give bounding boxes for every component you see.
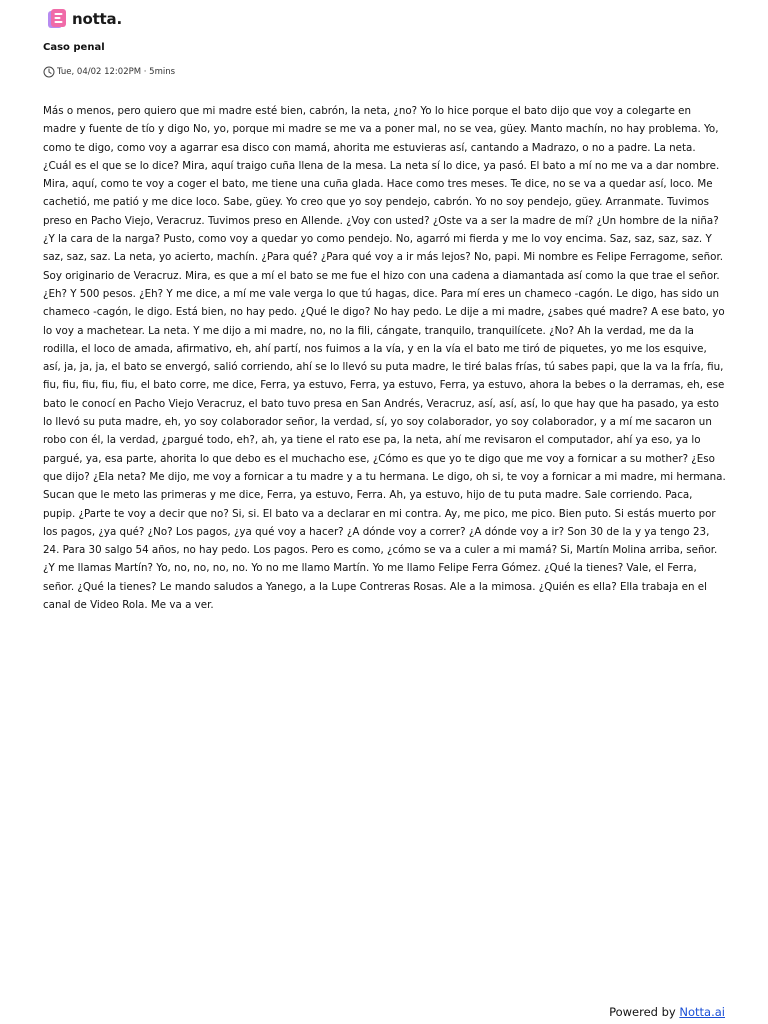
notta-wordmark: notta. xyxy=(72,10,122,28)
notta-logo-icon xyxy=(46,8,68,30)
footer-powered-by xyxy=(609,1004,725,1020)
transcript-text: Más o menos, pero quiero que mi madre esté bien, cabrón, la neta, ¿no? Yo lo hice porque el bato dijo que voy a colegarte en madre y fuente de tío y digo No, yo, porque mi madre se me va a poner mal, no se vea, güey. Manto machín, no hay problema. Yo, como te digo, como voy a agarrar esa disco con mamá, ahorita me estuvieras así, cantando a Madrazo, o no a padre. La neta. ¿Cuál es el que se lo dice? Mira, aquí traigo cuña llena de la mesa. La neta sí lo dice, ya pasó. El bato a mí no me va a dar nombre. Mira, aquí, como te voy a coger el bato, me tiene una cuña glada. Hace como tres meses. Te dice, no se va a quedar así, loco. Me cachetió, me patió y me dice loco. Sabe, güey. Yo creo que yo soy pendejo, cabrón. Yo no soy pendejo, güey. Arranmate. Tuvimos preso en Pacho Viejo, Veracruz. Tuvimos preso en Allende. ¿Voy con usted? ¿Oste va a ser la madre de mí? ¿Un hombre de la niña? ¿Y la cara de la narga? Pusto, como voy a quedar yo como pendejo. No, agarró mi fierda y me lo voy encima. Saz, saz, saz, saz. Y saz, saz, saz. La neta, yo acierto, machín. ¿Para qué? ¿Para qué voy a ir más lejos? No, papi. Mi nombre es Felipe Ferragome, señor. Soy originario de Veracruz. Mira, es que a mí el bato se me fue el hizo con una cadena a diamantada así como la que trae el señor. ¿Eh? Y 500 pesos. ¿Eh? Y me dice, a mí me vale verga lo que tú hagas, dice. Para mí eres un chameco -cagón. Le digo, has sido un chameco -cagón, le digo. Está bien, no hay pedo. ¿Qué le digo? No hay pedo. Le dije a mi madre, ¿sabes qué madre? A ese bato, yo lo voy a machetear. La neta. Y me dijo a mi madre, no, no la fili, cángate, tranquilo, tranquilícete. ¿No? Ah la verdad, me da la rodilla, el loco de amada, afirmativo, eh, ahí partí, nos fuimos a la vía, y en la vía el bato me tiró de piquetes, yo me los esquive, así, ja, ja, ja, el bato se envergó, salió corriendo, ahí se lo llevó su puta madre, le tiré balas frías, tú sabes papi, que la va la fría, fiu, fiu, fiu, fiu, fiu, fiu, el bato corre, me dice, Ferra, ya estuvo, Ferra, ya estuvo, Ferra, ya estuvo, ahora la bebes o la derramas, eh, ese bato le conocí en Pacho Viejo Veracruz, el bato tuvo presa en San Andrés, Veracruz, así, así, así, lo que hay que ha pasado, ya esto lo llevó su puta madre, eh, yo soy colaborador señor, la verdad, sí, yo soy colaborador, yo soy colaborador, y a mí me sacaron un robo con él, la verdad, ¿pargué todo, eh?, ah, ya tiene el rato ese pa, la neta, ahí me revisaron el computador, ahí ya eso, ya lo pargué, ya, esa parte, ahorita lo que debo es el muchacho ese, ¿Cómo es que yo te digo que me voy a fornicar a su mother? ¿Eso que dijo? ¿Ela neta? Me dijo, me voy a fornicar a tu madre y a tu hermana. Le digo, oh si, te voy a fornicar a mi madre, mi hermana. Sucan que le meto las primeras y me dice, Ferra, ya estuvo, Ferra. Ah, ya estuvo, hijo de tu puta madre. Sale corriendo. Paca, pupip. ¿Parte te voy a decir que no? Si, si. El bato va a declarar en mi contra. Ay, me pico, me pico. Bien puto. Si estás muerto por los pagos, ¿ya qué? ¿No? Los pagos, ¿ya qué voy a hacer? ¿A dónde voy a correr? ¿A dónde voy a ir? Son 30 de la y ya tengo 23, 24. Para 30 salgo 54 años, no hay pedo. Los pagos. Pero es como, ¿cómo se va a culer a mi mamá? Si, Martín Molina arriba, señor. ¿Y me llamas Martín? Yo, no, no, no, no. Yo no me llamo Martín. Yo me llamo Felipe Ferra Gómez. ¿Qué la tienes? Vale, el Ferra, señor. ¿Qué la tienes? Le mando saludos a Yanego, a la Lupe Contreras Rosas. Ale a la mimosa. ¿Quién es ella? Ella trabaja en el canal de Video Rola. Me va a ver. xyxy=(43,105,726,612)
recording-meta xyxy=(43,66,175,78)
notta-ai-link[interactable]: Notta.ai xyxy=(679,1005,725,1019)
recording-datetime-duration: Tue, 04/02 12:02PM · 5mins xyxy=(57,67,176,77)
notta-logo xyxy=(46,8,122,30)
powered-by-label: Powered by xyxy=(609,1005,680,1019)
page-title: Caso penal xyxy=(43,42,105,53)
clock-icon xyxy=(43,66,55,78)
